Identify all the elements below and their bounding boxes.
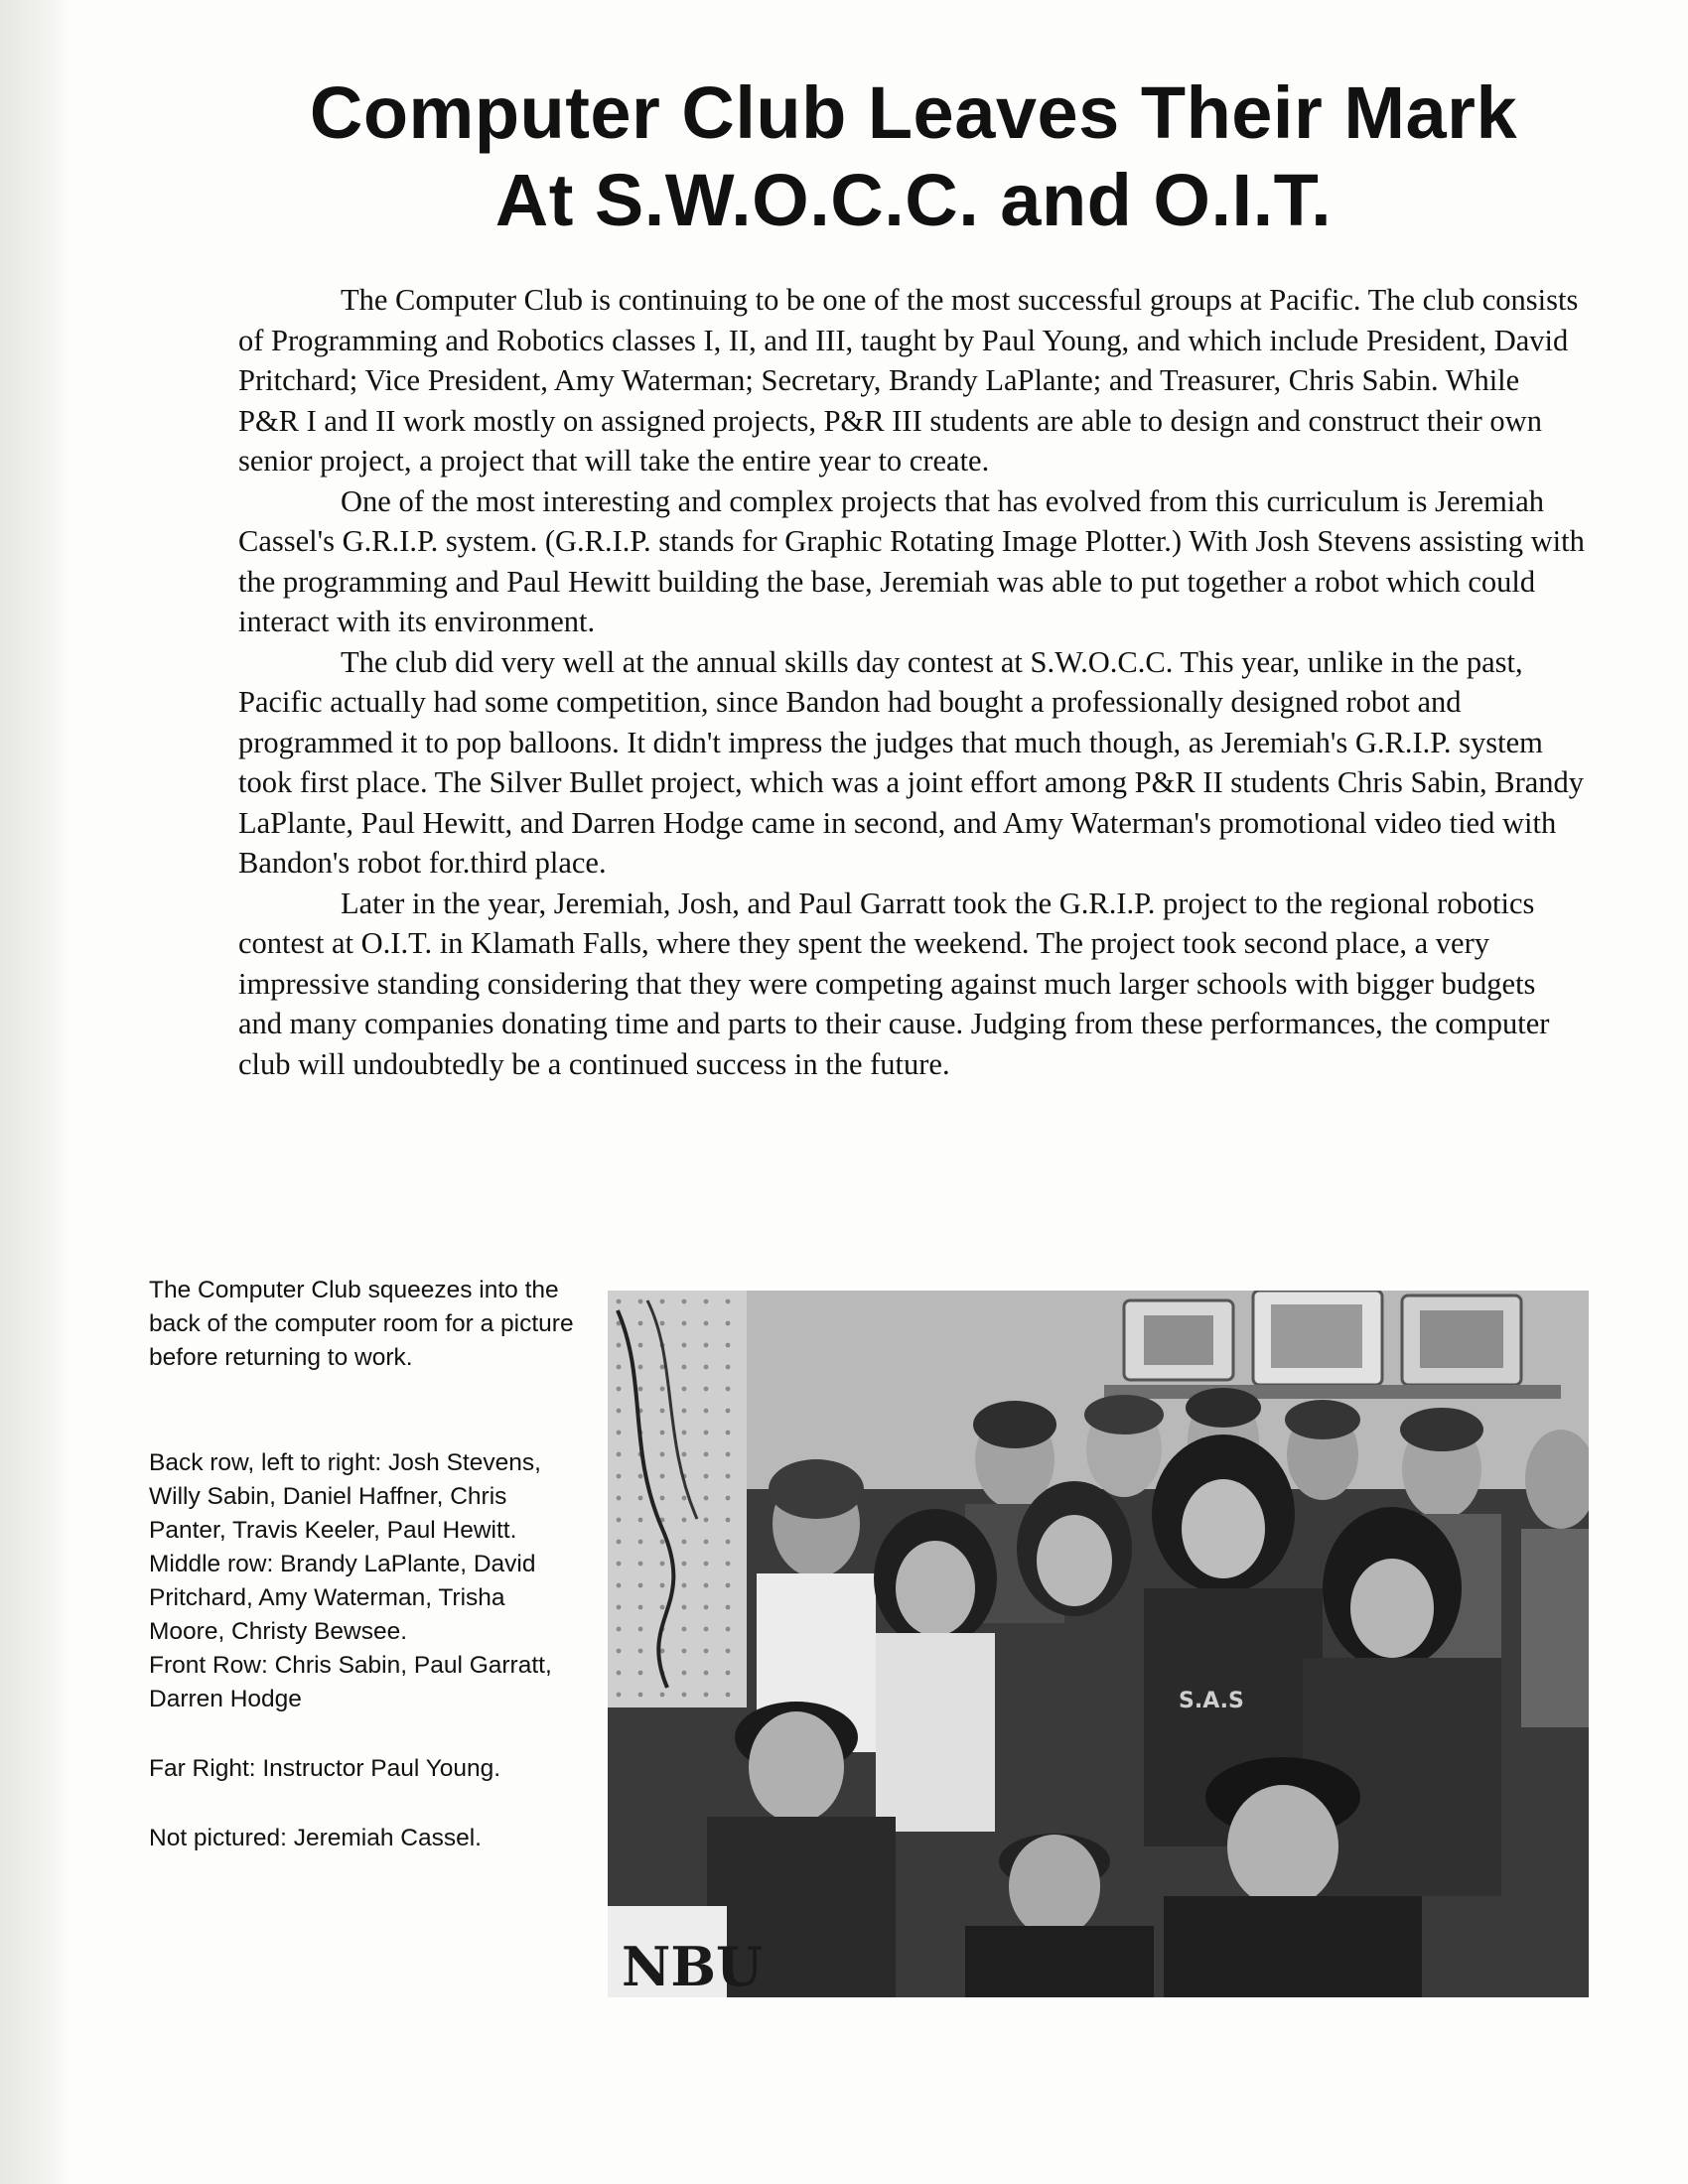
shirt-print-nbu: NBU: [622, 1935, 764, 1997]
title-line-1: Computer Club Leaves Their Mark: [309, 71, 1518, 154]
article-paragraph-1: The Computer Club is continuing to be one of the most successful groups at Pacific. The club consists of Programming and Robotics classes I, II, and III, taught by Paul Young, and which include President, David Pritchard; Vice President, Amy Waterman; Secretary, Brandy LaPlante; and Treasurer, Chris Sabin. While P&R I and II work mostly on assigned projects, P&R III students are able to design and construct their own senior project, a project that will take the entire year to create.: [238, 283, 1579, 478]
article-paragraph-2: One of the most interesting and complex projects that has evolved from this curriculum is Jeremiah Cassel's G.R.I.P. system. (G.R.I.P. stands for Graphic Rotating Image Plotter.) With Josh Stevens assisting with the programming and Paul Hewitt building the base, Jeremiah was able to put together a robot which could interact with its environment.: [238, 483, 1585, 638]
caption-intro: The Computer Club squeezes into the back of the computer room for a picture before returning to work.: [149, 1277, 574, 1371]
caption-back-row: Back row, left to right: Josh Stevens, Willy Sabin, Daniel Haffner, Chris Panter, Travis Keeler, Paul Hewitt.: [149, 1449, 541, 1544]
article-body: [238, 280, 1587, 1084]
title-line-2: At S.W.O.C.C. and O.I.T.: [494, 159, 1333, 241]
group-photo: [608, 1291, 1589, 1997]
article-paragraph-4: Later in the year, Jeremiah, Josh, and Paul Garratt took the G.R.I.P. project to the regional robotics contest at O.I.T. in Klamath Falls, where they spent the weekend. The project took second place, a very impressive standing considering that they were competing against much larger schools with bigger budgets and many companies donating time and parts to their cause. Judging from these performances, the computer club will undoubtedly be a continued success in the future.: [238, 886, 1550, 1081]
shirt-print-sas: S.A.S: [1179, 1689, 1244, 1713]
scan-edge-shadow: [0, 0, 70, 2184]
caption-front-row: Front Row: Chris Sabin, Paul Garratt, Darren Hodge: [149, 1652, 552, 1712]
caption-far-right: Far Right: Instructor Paul Young.: [149, 1755, 501, 1782]
photo-caption: [149, 1274, 576, 1855]
caption-middle-row: Middle row: Brandy LaPlante, David Pritchard, Amy Waterman, Trisha Moore, Christy Bewsee.: [149, 1551, 536, 1645]
caption-not-pictured: Not pictured: Jeremiah Cassel.: [149, 1825, 482, 1851]
page-title: [248, 69, 1579, 244]
article-paragraph-3: The club did very well at the annual skills day contest at S.W.O.C.C. This year, unlike in the past, Pacific actually had some competition, since Bandon had bought a professionally designed robot and programmed it to pop balloons. It didn't impress the judges that much though, as Jeremiah's G.R.I.P. system took first place. The Silver Bullet project, which was a joint effort among P&R II students Chris Sabin, Brandy LaPlante, Paul Hewitt, and Darren Hodge came in second, and Amy Waterman's promotional video tied with Bandon's robot for.third place.: [238, 644, 1585, 880]
group-photo-illustration: [608, 1291, 1589, 1997]
